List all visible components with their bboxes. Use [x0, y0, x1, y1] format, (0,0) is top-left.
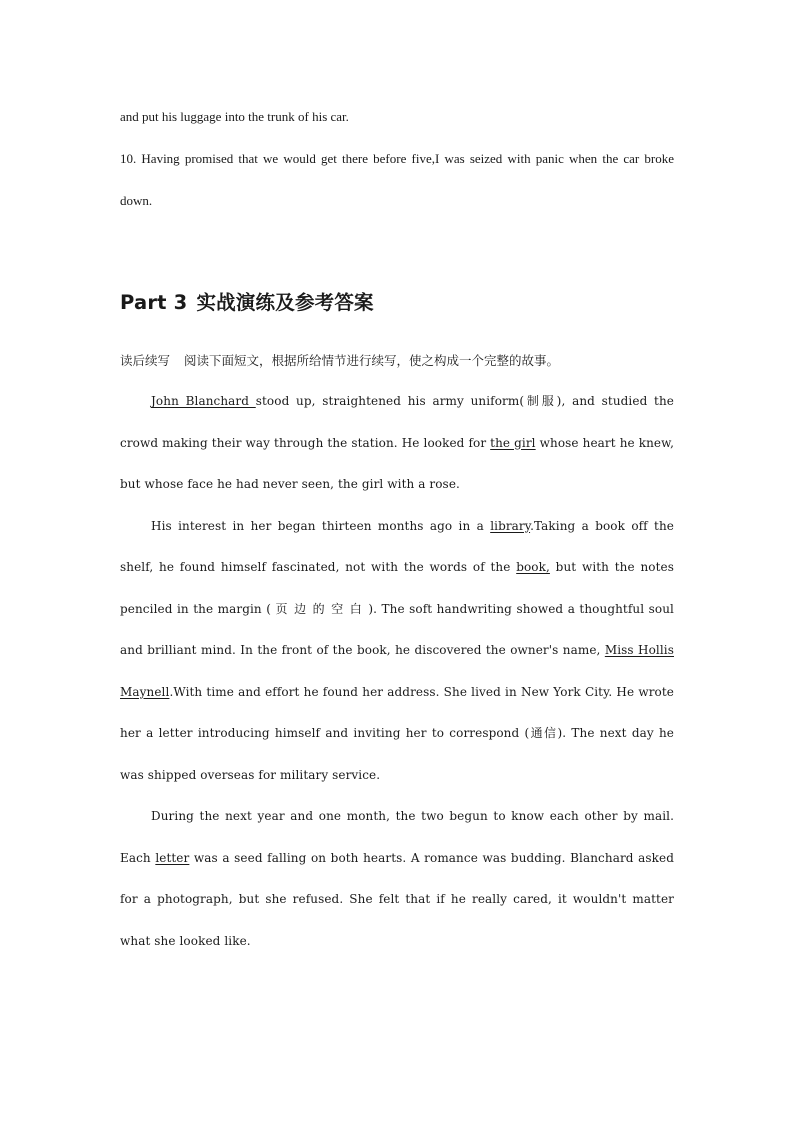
underlined-word: the girl: [490, 435, 536, 450]
underlined-word: book,: [516, 560, 550, 574]
story-text: During the next year and one month, the two begun to know each other by mail. Each: [120, 809, 674, 865]
story-text: His interest in her began thirteen months ago in a: [151, 518, 491, 533]
margin-gloss: 页边的空白: [275, 601, 369, 616]
task-instruction: [120, 346, 674, 376]
story-paragraph: [120, 796, 674, 962]
story-text: .Taking a book off the shelf, he found himself fascinated, not with the words of the: [120, 518, 674, 574]
section-heading: [120, 286, 374, 320]
underlined-word: John Blanchard: [151, 394, 256, 408]
story-paragraph: [120, 381, 674, 506]
underlined-word: Miss Hollis: [604, 643, 674, 657]
task-type: 读后续写: [120, 353, 171, 368]
story-paragraph: [120, 506, 674, 797]
section-title: 实战演练及参考答案: [196, 291, 374, 314]
previous-answer-item-10: 10. Having promised that we would get there before five,I was seized with panic when the car broke down.: [120, 151, 674, 208]
underlined-word: letter: [155, 850, 190, 865]
section-part-label: Part 3: [120, 291, 188, 314]
underlined-word: Maynell: [120, 684, 170, 699]
story-text: .With time and effort he found her address. She lived in New York City. He wrote her a letter introducing himself and inviting her to correspond (通信). The next day he was shipped overseas for military service.: [120, 684, 674, 782]
story-text: was a seed falling on both hearts. A romance was budding. Blanchard asked for a photograph, but she refused. She felt that if he really cared, it wouldn't matter what she looked like.: [120, 850, 674, 948]
previous-answer-line: and put his luggage into the trunk of his car.: [120, 109, 349, 124]
story-text: ). The soft handwriting showed a thoughtful soul and brilliant mind. In the front of the book, he discovered the owner's name,: [120, 601, 674, 657]
story-text: stood up, straightened his army uniform(制服), and studied the crowd making their way through the station. He looked for: [120, 394, 674, 450]
story-text: whose heart he knew, but whose face he had never seen, the girl with a rose.: [120, 435, 674, 491]
story-text: but with the notes penciled in the margin (: [120, 560, 674, 616]
task-instruction-text: 阅读下面短文，根据所给情节进行续写，使之构成一个完整的故事。: [184, 353, 560, 368]
story-passage: [120, 381, 674, 962]
underlined-word: library: [490, 518, 531, 533]
